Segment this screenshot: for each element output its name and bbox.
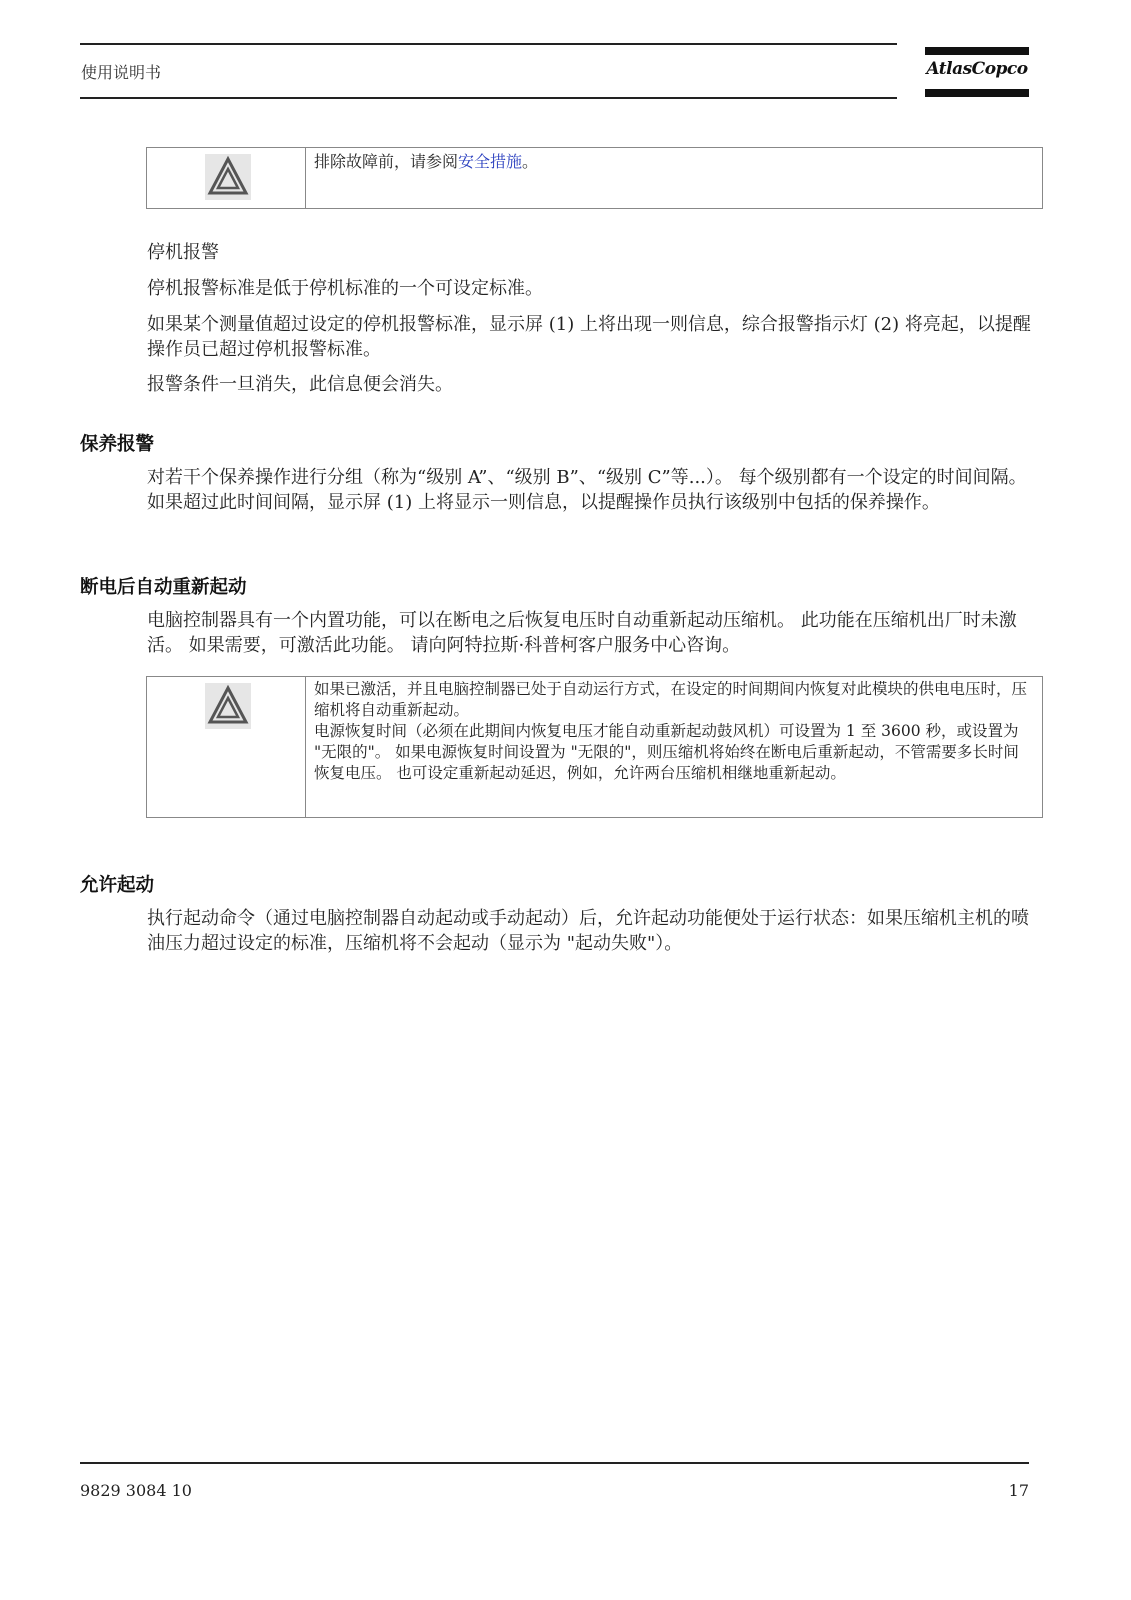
logo-bar-top (925, 47, 1029, 55)
document-number: 9829 3084 10 (80, 1481, 192, 1500)
start-permit-heading: 允许起动 (80, 875, 155, 896)
document-title: 使用说明书 (81, 63, 162, 82)
footer-rule (80, 1462, 1029, 1464)
note-text (306, 677, 1042, 817)
warning-triangle-icon (205, 154, 251, 200)
shutdown-warning-paragraph-3: 报警条件一旦消失，此信息便会消失。 (147, 374, 453, 395)
shutdown-warning-paragraph-2: 如果某个测量值超过设定的停机报警标准，显示屏 (1) 上将出现一则信息，综合报警指示灯 (2) 将亮起，以提醒操作员已超过停机报警标准。 (147, 314, 1031, 360)
auto-restart-heading: 断电后自动重新起动 (80, 577, 247, 598)
auto-restart-paragraph: 电脑控制器具有一个内置功能，可以在断电之后恢复电压时自动重新起动压缩机。 此功能在压缩机出厂时未激活。 如果需要，可激活此功能。 请向阿特拉斯·科普柯客户服务中心咨询。 (147, 610, 1017, 656)
safety-precautions-link[interactable]: 安全措施 (458, 152, 523, 171)
note-icon-cell (147, 148, 306, 208)
logo-bar-bottom (925, 89, 1029, 97)
service-warning-heading: 保养报警 (80, 434, 155, 455)
shutdown-warning-label: 停机报警 (147, 242, 219, 263)
note-text (306, 148, 1042, 208)
safety-note-box (146, 147, 1043, 209)
note-text-suffix: 。 (522, 152, 539, 171)
shutdown-warning-paragraph-1: 停机报警标准是低于停机标准的一个可设定标准。 (147, 278, 543, 299)
note-icon-cell (147, 677, 306, 817)
start-permit-paragraph: 执行起动命令（通过电脑控制器自动起动或手动起动）后，允许起动功能便处于运行状态：如果压缩机主机的喷油压力超过设定的标准，压缩机将不会起动（显示为 "起动失败"）。 (147, 908, 1029, 954)
auto-restart-note-paragraph-2: 电源恢复时间（必须在此期间内恢复电压才能自动重新起动鼓风机）可设置为 1 至 3600 秒，或设置为 "无限的"。 如果电源恢复时间设置为 "无限的"，则压缩机将始终在断电后重新起动，不管需要多长时间恢复电压。 也可设定重新起动延迟，例如，允许两台压缩机相继地重新起动。 (314, 722, 1019, 782)
note-text-prefix: 排除故障前，请参阅 (314, 152, 459, 171)
header-rule-bottom (80, 97, 897, 99)
header-rule-top (80, 43, 897, 45)
atlas-copco-logo (925, 47, 1029, 97)
service-warning-paragraph: 对若干个保养操作进行分组（称为“级别 A”、“级别 B”、“级别 C”等...）。 每个级别都有一个设定的时间间隔。 如果超过此时间间隔，显示屏 (1) 上将显示一则信息，以提醒操作员执行该级别中包括的保养操作。 (147, 467, 1027, 513)
auto-restart-note-paragraph-1: 如果已激活，并且电脑控制器已处于自动运行方式，在设定的时间期间内恢复对此模块的供电电压时，压缩机将自动重新起动。 (314, 680, 1028, 719)
page-number: 17 (1008, 1481, 1029, 1500)
auto-restart-note-box (146, 676, 1043, 818)
warning-triangle-icon (205, 683, 251, 729)
logo-text: AtlasCopco (926, 59, 1028, 79)
